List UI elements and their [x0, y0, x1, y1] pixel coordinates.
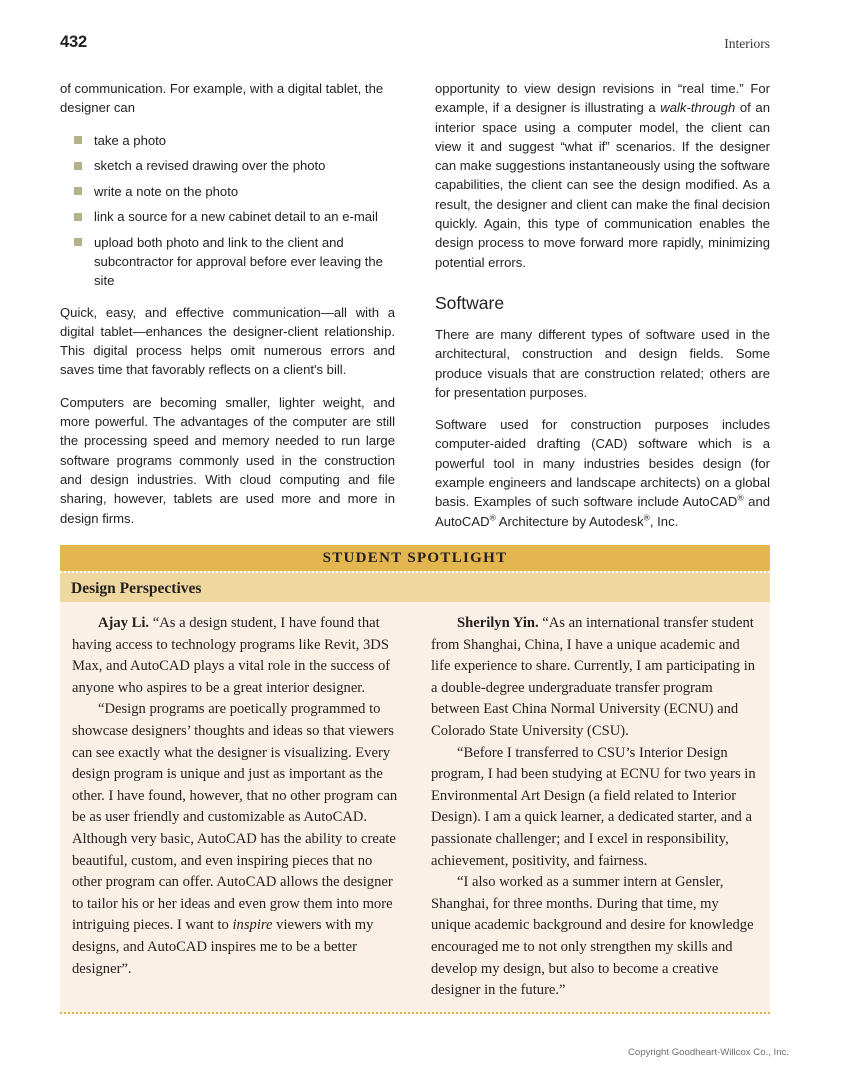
paragraph: Quick, easy, and effective communication—all with a digital tablet—enhances the designer-client relationship. This digital process helps omit numerous errors and saves time that favorably reflects on a client's bill.: [60, 304, 395, 378]
paragraph-continuation: [435, 79, 770, 272]
list-item-label: take a photo: [94, 132, 167, 148]
text-run: “As an international transfer student from Shanghai, China, I have a unique academic and life experience to share. Currently, I am participating in a double-degree undergraduate transfer program between East China Normal University (ECNU) and Colorado State University (CSU).: [431, 615, 756, 739]
testimonial-paragraph: [72, 613, 399, 699]
list-item: [74, 156, 395, 175]
testimonial-paragraph: “Before I transferred to CSU’s Interior Design program, I had been studying at ECNU for two years in Environmental Art Design (a field related to Interior Design). I am a quick learner, a dedicated starter, and a passionate challenger; and I excel in responsibility, achievement, positivity, and fairness.: [431, 744, 756, 869]
square-bullet-icon: [74, 187, 82, 195]
list-item-label: link a source for a new cabinet detail to an e-mail: [94, 209, 378, 225]
text-run: viewers with my designs, and AutoCAD inspires me to be a better designer”.: [72, 917, 374, 977]
testimonial-paragraph: [72, 699, 399, 980]
text-run: opportunity to view design revisions in “real time.” For example, if a designer is illustrating a: [435, 81, 770, 116]
text-run: Architecture by Autodesk: [495, 513, 644, 529]
student-name: Sherilyn Yin.: [457, 615, 539, 631]
list-item-label: upload both photo and link to the client and subcontractor for approval before ever leaving the site: [94, 234, 383, 288]
italic-term: walk-through: [660, 100, 736, 116]
registered-mark-icon: ®: [737, 492, 744, 503]
text-run: Software used for construction purposes includes computer-aided drafting (CAD) software which is a powerful tool in many industries besides design (for example engineers and landscape architects) on a global basis. Examples of such software include AutoCAD: [435, 417, 770, 510]
list-item-label: sketch a revised drawing over the photo: [94, 158, 326, 174]
paragraph: Computers are becoming smaller, lighter weight, and more powerful. The advantages of the computer are still the processing speed and memory needed to run large software programs commonly used in the construction and design industries. With cloud computing and file sharing, however, tablets are used more and more in design firms.: [60, 394, 395, 526]
copyright-notice: Copyright Goodheart-Willcox Co., Inc.: [627, 1047, 789, 1058]
intro-paragraph: of communication. For example, with a digital tablet, the designer can: [60, 81, 384, 116]
spotlight-columns: [60, 602, 770, 1002]
testimonial-paragraph: “I also worked as a summer intern at Gensler, Shanghai, for three months. During that time, my unique academic background and desire for knowledge encouraged me to not only strengthen my skills and develop my design, but also to become a creative designer in the future.”: [431, 874, 754, 999]
text-run: of an interior space using a computer model, the client can view it and suggest “what if” scenarios. If the designer can make suggestions instantaneously using the software capabilities, the client can see the design modified. As a result, the designer and client can make the final decision quickly. Again, this type of communication enables the design process to move forward more rapidly, minimizing potential errors.: [435, 100, 770, 270]
list-item: [74, 131, 395, 150]
paragraph: There are many different types of software used in the architectural, construction and design fields. Some produce visuals that are construction related; others are for presentation purposes.: [435, 326, 770, 400]
spotlight-subtitle-bar: [60, 575, 770, 602]
text-run: “Design programs are poetically programmed to showcase designers’ thoughts and ideas so that viewers can see exactly what the designer is visualizing. Every design program is unique and just as important as the other. I have found, however, that no other program can be as user friendly and customizable as AutoCAD. Although very basic, AutoCAD has the ability to create beautiful, custom, and even inspiring pieces that no other program can offer. AutoCAD allows the designer to tailor his or her ideas and even grow them into more intriguing pieces. I want to: [72, 701, 398, 934]
body-columns: [60, 79, 770, 579]
running-head: [60, 33, 770, 57]
right-column: [435, 79, 770, 579]
list-item-label: write a note on the photo: [94, 183, 239, 199]
text-run: “As a design student, I have found that having access to technology programs like Revit, 3DS Max, and AutoCAD plays a vital role in the success of anyone who aspires to be a great interior designer.: [72, 615, 391, 696]
list-item: [74, 182, 395, 201]
list-item: [74, 233, 395, 290]
section-heading: Software: [435, 292, 505, 313]
spotlight-subtitle: Design Perspectives: [71, 579, 202, 597]
list-item: [74, 207, 395, 226]
text-run: , Inc.: [649, 513, 679, 529]
student-name: Ajay Li.: [98, 615, 150, 631]
student-spotlight-box: [60, 545, 770, 1014]
testimonial-paragraph: [431, 613, 758, 743]
square-bullet-icon: [74, 162, 82, 170]
square-bullet-icon: [74, 213, 82, 221]
spotlight-banner: [60, 545, 770, 571]
designer-actions-list: [60, 131, 395, 290]
square-bullet-icon: [74, 238, 82, 246]
text-run: and AutoCAD: [435, 494, 771, 529]
registered-mark-icon: ®: [489, 512, 496, 523]
left-column: [60, 79, 395, 579]
page-number: 432: [60, 33, 87, 51]
square-bullet-icon: [74, 136, 82, 144]
running-head-title: Interiors: [724, 36, 770, 51]
registered-mark-icon: ®: [643, 512, 650, 523]
paragraph-trademarks: [435, 415, 770, 531]
spotlight-banner-title: STUDENT SPOTLIGHT: [322, 549, 508, 566]
italic-term: inspire: [232, 917, 273, 934]
spotlight-right-column: [431, 613, 758, 1002]
spotlight-left-column: [72, 613, 399, 1002]
